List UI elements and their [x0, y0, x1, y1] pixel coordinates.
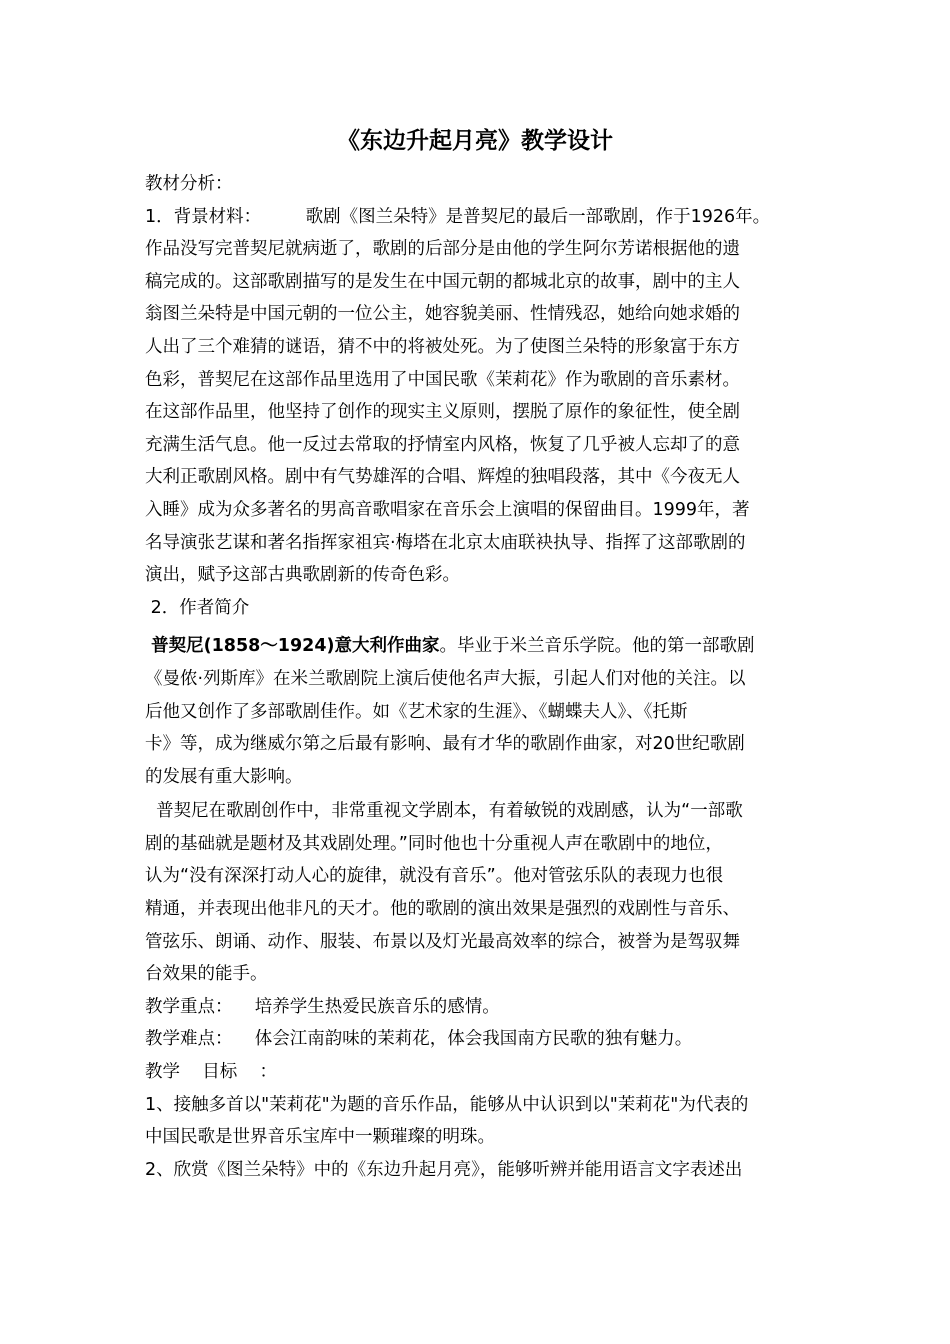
- document-title: 《东边升起月亮》教学设计: [337, 128, 613, 154]
- paragraph-line: 普契尼在歌剧创作中，非常重视文学剧本，有着敏锐的戏剧感，认为“一部歌: [145, 801, 743, 822]
- teaching-focus-line: 教学重点： 培养学生热爱民族音乐的感情。: [145, 996, 500, 1017]
- paragraph-line: 入睡》成为众多著名的男高音歌唱家在音乐会上演唱的保留曲目。1999年，著: [145, 499, 750, 520]
- paragraph-line: 剧的基础就是题材及其戏剧处理。”同时他也十分重视人声在歌剧中的地位，: [145, 833, 723, 854]
- paragraph-line: 名导演张艺谋和著名指挥家祖宾·梅塔在北京太庙联袂执导、指挥了这部歌剧的: [145, 532, 746, 553]
- teaching-difficulty-line: 教学难点： 体会江南韵味的茉莉花，体会我国南方民歌的独有魅力。: [145, 1029, 693, 1050]
- paragraph-line: 卡》等，成为继威尔第之后最有影响、最有才华的歌剧作曲家，对20世纪歌剧: [145, 734, 745, 755]
- section-heading-author-intro: 2．作者简介: [145, 597, 250, 618]
- goal-item-line: 1、接触多首以"茉莉花"为题的音乐作品，能够从中认识到以"茉莉花"为代表的: [145, 1094, 749, 1115]
- goal-item-line: 2、欣赏《图兰朵特》中的《东边升起月亮》，能够听辨并能用语言文字表述出: [145, 1159, 743, 1180]
- paragraph-line: 演出，赋予这部古典歌剧新的传奇色彩。: [145, 565, 460, 586]
- paragraph-line: 认为“没有深深打动人心的旋律，就没有音乐”。他对管弦乐队的表现力也很: [145, 866, 724, 887]
- paragraph-line: 管弦乐、朗诵、动作、服装、布景以及灯光最高效率的综合，被誉为是驾驭舞: [145, 931, 740, 952]
- paragraph-line: 台效果的能手。: [145, 964, 268, 985]
- paragraph-line: 在这部作品里，他坚持了创作的现实主义原则，摆脱了原作的象征性，使全剧: [145, 402, 740, 423]
- section-heading-material-analysis: 教材分析：: [145, 174, 233, 194]
- document-body: [145, 168, 817, 1186]
- paragraph-line: 充满生活气息。他一反过去常取的抒情室内风格，恢复了几乎被人忘却了的意: [145, 434, 740, 455]
- author-intro-text: 。毕业于米兰音乐学院。他的第一部歌剧: [439, 636, 755, 657]
- goal-item-line: 中国民歌是世界音乐宝库中一颗璀璨的明珠。: [145, 1127, 495, 1148]
- paragraph-line: 色彩，普契尼在这部作品里选用了中国民歌《茉莉花》作为歌剧的音乐素材。: [145, 369, 740, 390]
- paragraph-line: 稿完成的。这部歌剧描写的是发生在中国元朝的都城北京的故事，剧中的主人: [145, 271, 740, 292]
- paragraph-line: 作品没写完普契尼就病逝了，歌剧的后部分是由他的学生阿尔芳诺根据他的遗: [145, 239, 740, 260]
- paragraph-line: 1．背景材料： 歌剧《图兰朵特》是普契尼的最后一部歌剧，作于1926年。: [145, 206, 771, 227]
- author-name-bold: 普契尼(1858～1924)意大利作曲家: [145, 636, 440, 657]
- paragraph-line: 精通，并表现出他非凡的天才。他的歌剧的演出效果是强烈的戏剧性与音乐、: [145, 899, 740, 920]
- teaching-goals-heading: 教学 目标 ：: [145, 1062, 278, 1083]
- paragraph-line: 后他又创作了多部歌剧佳作。如《艺术家的生涯》、《蝴蝶夫人》、《托斯: [145, 701, 688, 722]
- paragraph-line: 翁图兰朵特是中国元朝的一位公主，她容貌美丽、性情残忍，她给向她求婚的: [145, 304, 740, 325]
- paragraph-line: 人出了三个难猜的谜语，猜不中的将被处死。为了使图兰朵特的形象富于东方: [145, 336, 740, 357]
- paragraph-line: 的发展有重大影响。: [145, 766, 303, 787]
- author-intro-first-line: [145, 630, 817, 663]
- paragraph-line: 《曼侬·列斯库》在米兰歌剧院上演后使他名声大振，引起人们对他的关注。以: [145, 668, 746, 689]
- paragraph-line: 大利正歌剧风格。剧中有气势雄浑的合唱、辉煌的独唱段落，其中《今夜无人: [145, 467, 740, 488]
